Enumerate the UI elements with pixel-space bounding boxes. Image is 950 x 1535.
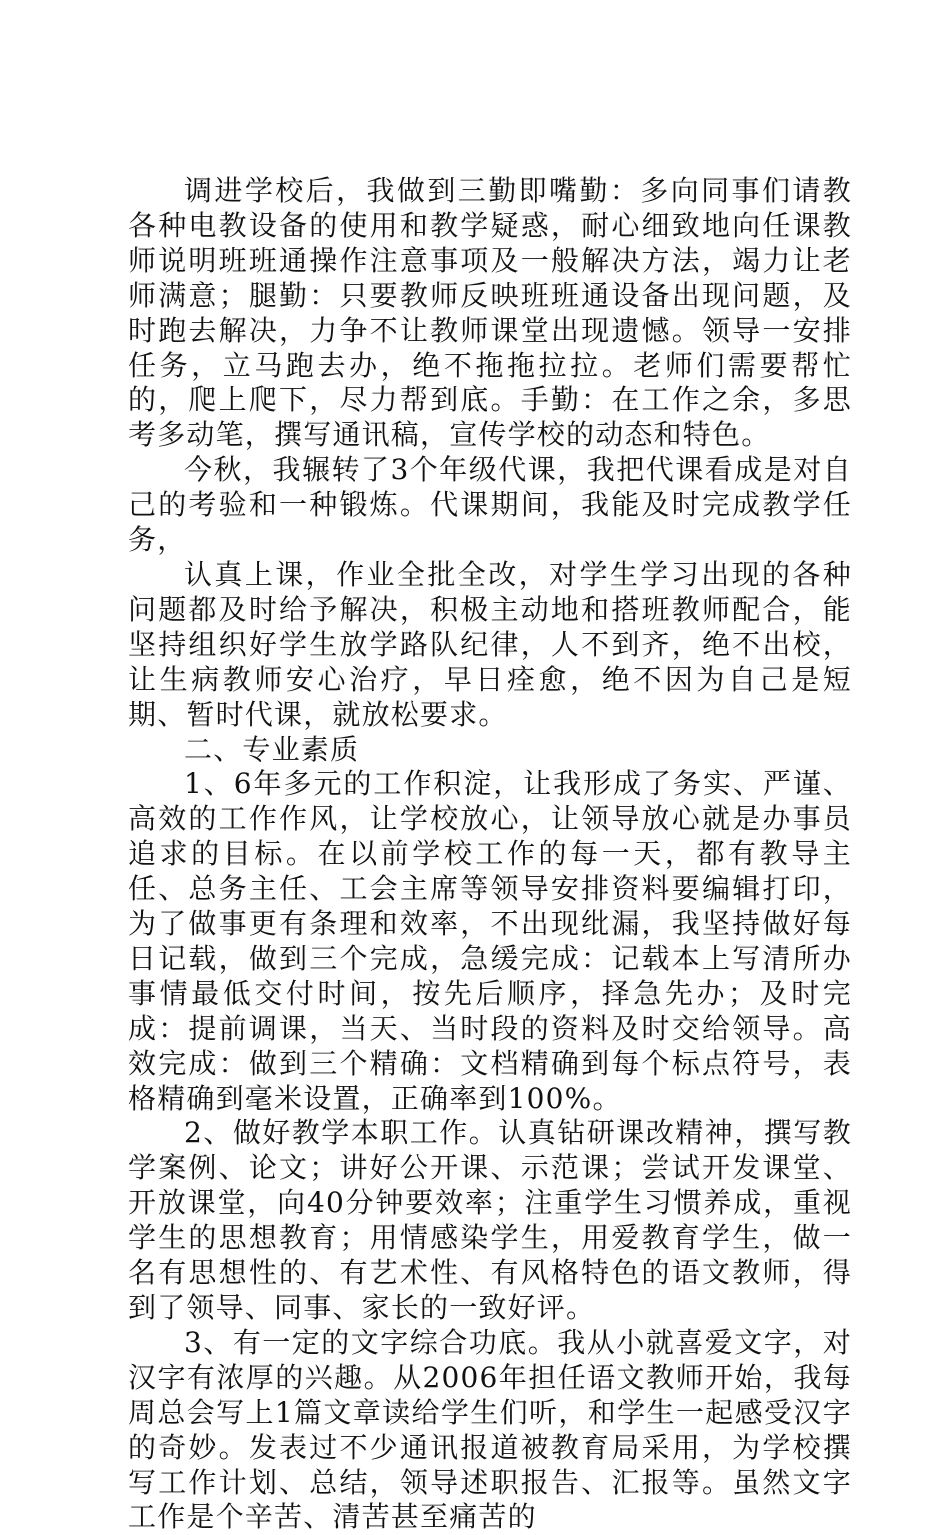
paragraph-point-1: 1、6年多元的工作积淀，让我形成了务实、严谨、高效的工作作风，让学校放心，让领导放心就是办事员追求的目标。在以前学校工作的每一天，都有教导主任、总务主任、工会主席等领导安排资料要编辑打印，为了做事更有条理和效率，不出现纰漏，我坚持做好每日记载，做到三个完成，急缓完成：记载本上写清所办事情最低交付时间，按先后顺序，择急先办；及时完成：提前调课，当天、当时段的资料及时交给领导。高效完成：做到三个精确：文档精确到每个标点符号，表格精确到毫米设置，正确率到100%。 — [128, 767, 852, 1115]
paragraph-substitute-teaching: 今秋，我辗转了3个年级代课，我把代课看成是对自己的考验和一种锻炼。代课期间，我能及时完成教学任务， — [128, 453, 852, 557]
paragraph-point-2: 2、做好教学本职工作。认真钻研课改精神，撰写教学案例、论文；讲好公开课、示范课；尝试开发课堂、开放课堂，向40分钟要效率；注重学生习惯养成，重视学生的思想教育；用情感染学生，用爱教育学生，做一名有思想性的、有艺术性、有风格特色的语文教师，得到了领导、同事、家长的一致好评。 — [128, 1116, 852, 1324]
paragraph-three-diligences: 调进学校后，我做到三勤即嘴勤：多向同事们请教各种电教设备的使用和教学疑惑，耐心细致地向任课教师说明班班通操作注意事项及一般解决方法，竭力让老师满意；腿勤：只要教师反映班班通设备出现问题，及时跑去解决，力争不让教师课堂出现遗憾。领导一安排任务，立马跑去办，绝不拖拖拉拉。老师们需要帮忙的，爬上爬下，尽力帮到底。手勤：在工作之余，多思考多动笔，撰写通讯稿，宣传学校的动态和特色。 — [128, 174, 852, 452]
section-heading-professional-quality: 二、专业素质 — [184, 732, 360, 766]
paragraph-point-3: 3、有一定的文字综合功底。我从小就喜爱文字，对汉字有浓厚的兴趣。从2006年担任语文教师开始，我每周总会写上1篇文章读给学生们听，和学生一起感受汉字的奇妙。发表过不少通讯报道被教育局采用，为学校撰写工作计划、总结，领导述职报告、汇报等。虽然文字工作是个辛苦、清苦甚至痛苦的 — [128, 1325, 852, 1534]
paragraph-serious-class: 认真上课，作业全批全改，对学生学习出现的各种问题都及时给予解决，积极主动地和搭班教师配合，能坚持组织好学生放学路队纪律，人不到齐，绝不出校，让生病教师安心治疗，早日痊愈，绝不因为自己是短期、暂时代课，就放松要求。 — [128, 557, 852, 731]
document-body — [128, 174, 852, 1535]
